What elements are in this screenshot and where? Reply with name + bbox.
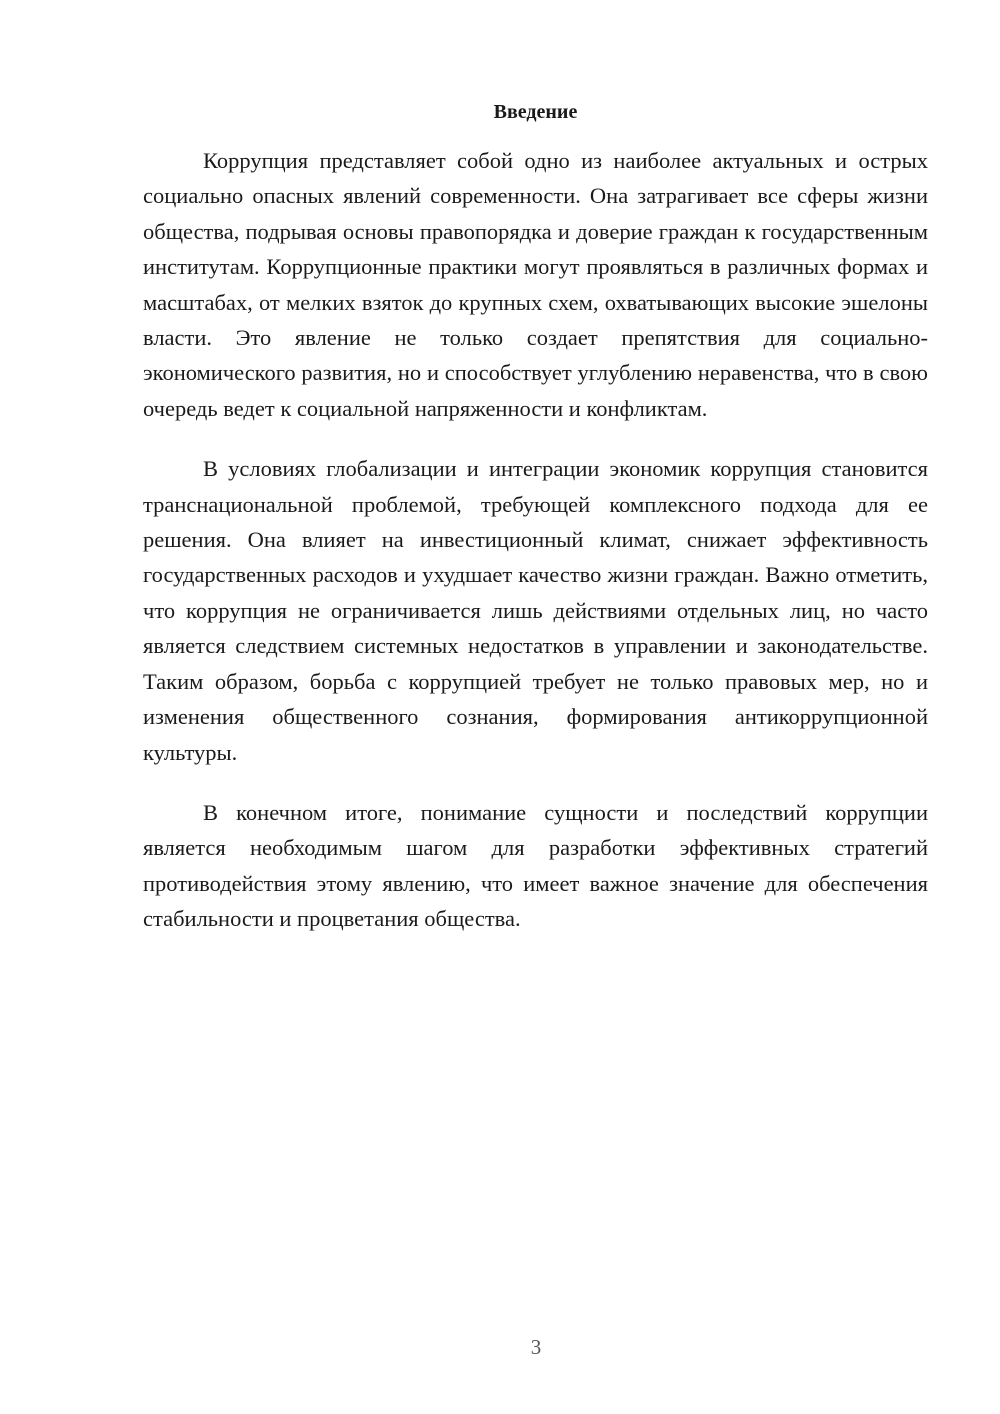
page-number: 3 [530, 1335, 542, 1359]
section-title: Введение [493, 101, 578, 123]
paragraph-3: В конечном итоге, понимание сущности и последствий коррупции является необходимым шагом для разработки эффективных стратегий противодействия этому явлению, что имеет важное значение для обеспечения стабильности и процветания общества. [143, 799, 928, 932]
document-body [143, 143, 928, 962]
paragraph-1: Коррупция представляет собой одно из наиболее актуальных и острых социально опасных явлений современности. Она затрагивает все сферы жизни общества, подрывая основы правопорядка и доверие граждан к государственным институтам. Коррупционные практики могут проявляться в различных формах и масштабах, от мелких взяток до крупных схем, охватывающих высокие эшелоны власти. Это явление не только создает препятствия для социально-экономического развития, но и способствует углублению неравенства, что в свою очередь ведет к социальной напряженности и конфликтам. [143, 148, 928, 421]
paragraph-2: В условиях глобализации и интеграции экономик коррупция становится транснациональной проблемой, требующей комплексного подхода для ее решения. Она влияет на инвестиционный климат, снижает эффективность государственных расходов и ухудшает качество жизни граждан. Важно отметить, что коррупция не ограничивается лишь действиями отдельных лиц, но часто является следствием системных недостатков в управлении и законодательстве. Таким образом, борьба с коррупцией требует не только правовых мер, но и изменения общественного сознания, формирования антикоррупционной культуры. [143, 456, 928, 765]
